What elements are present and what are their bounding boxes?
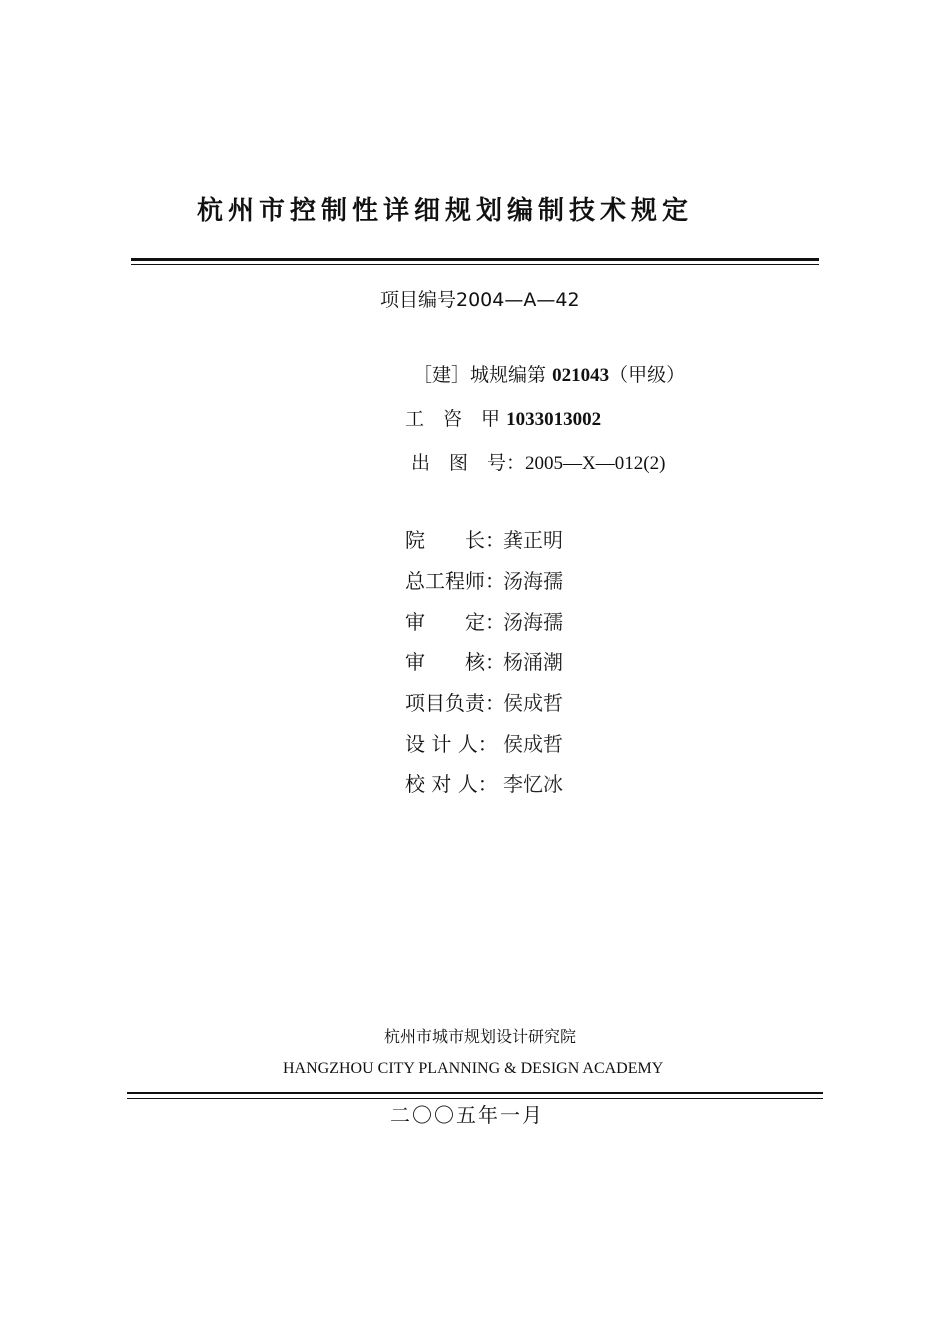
staff-name: 侯成哲 <box>503 732 563 756</box>
staff-name: 侯成哲 <box>503 691 563 715</box>
staff-name: 杨涌潮 <box>503 650 563 674</box>
drawing-number-row <box>411 448 665 475</box>
staff-name: 李忆冰 <box>503 772 563 796</box>
drawing-label: 出 图 号： <box>411 452 526 474</box>
issue-date: 二〇〇五年一月 <box>390 1103 544 1127</box>
staff-row <box>405 687 563 716</box>
staff-name: 汤海孺 <box>503 569 563 593</box>
consulting-certificate <box>405 404 601 431</box>
staff-label: 校 对 人： <box>405 772 498 796</box>
staff-label: 审 核： <box>405 650 505 674</box>
staff-label: 院 长： <box>405 528 505 552</box>
staff-row <box>405 606 563 635</box>
document-title: 杭州市控制性详细规划编制技术规定 <box>197 196 694 226</box>
staff-label: 项目负责： <box>405 691 505 715</box>
staff-row <box>405 646 563 675</box>
staff-row <box>405 565 563 594</box>
staff-label: 审 定： <box>405 610 505 634</box>
planning-cert-prefix: ［建］城规编第 <box>413 364 547 386</box>
institute-name-cn: 杭州市城市规划设计研究院 <box>384 1027 577 1046</box>
staff-name: 汤海孺 <box>503 610 563 634</box>
drawing-number: 2005—X—012(2) <box>525 453 666 474</box>
planning-cert-number: 021043 <box>552 365 610 386</box>
top-divider-thick <box>131 258 819 261</box>
planning-certificate <box>413 360 685 387</box>
staff-row <box>405 524 563 553</box>
planning-cert-grade: （甲级） <box>609 364 686 386</box>
bottom-divider-thick <box>127 1092 823 1094</box>
top-divider-thin <box>131 264 819 265</box>
staff-label: 设 计 人： <box>405 732 498 756</box>
consulting-number: 1033013002 <box>506 409 602 430</box>
staff-label: 总工程师： <box>405 569 505 593</box>
staff-row <box>405 768 563 797</box>
project-number: 项目编号2004—A—42 <box>380 289 580 311</box>
consulting-label: 工 咨 甲 <box>405 408 501 430</box>
institute-name-en: HANGZHOU CITY PLANNING & DESIGN ACADEMY <box>283 1060 664 1077</box>
staff-name: 龚正明 <box>503 528 563 552</box>
staff-row <box>405 728 563 757</box>
